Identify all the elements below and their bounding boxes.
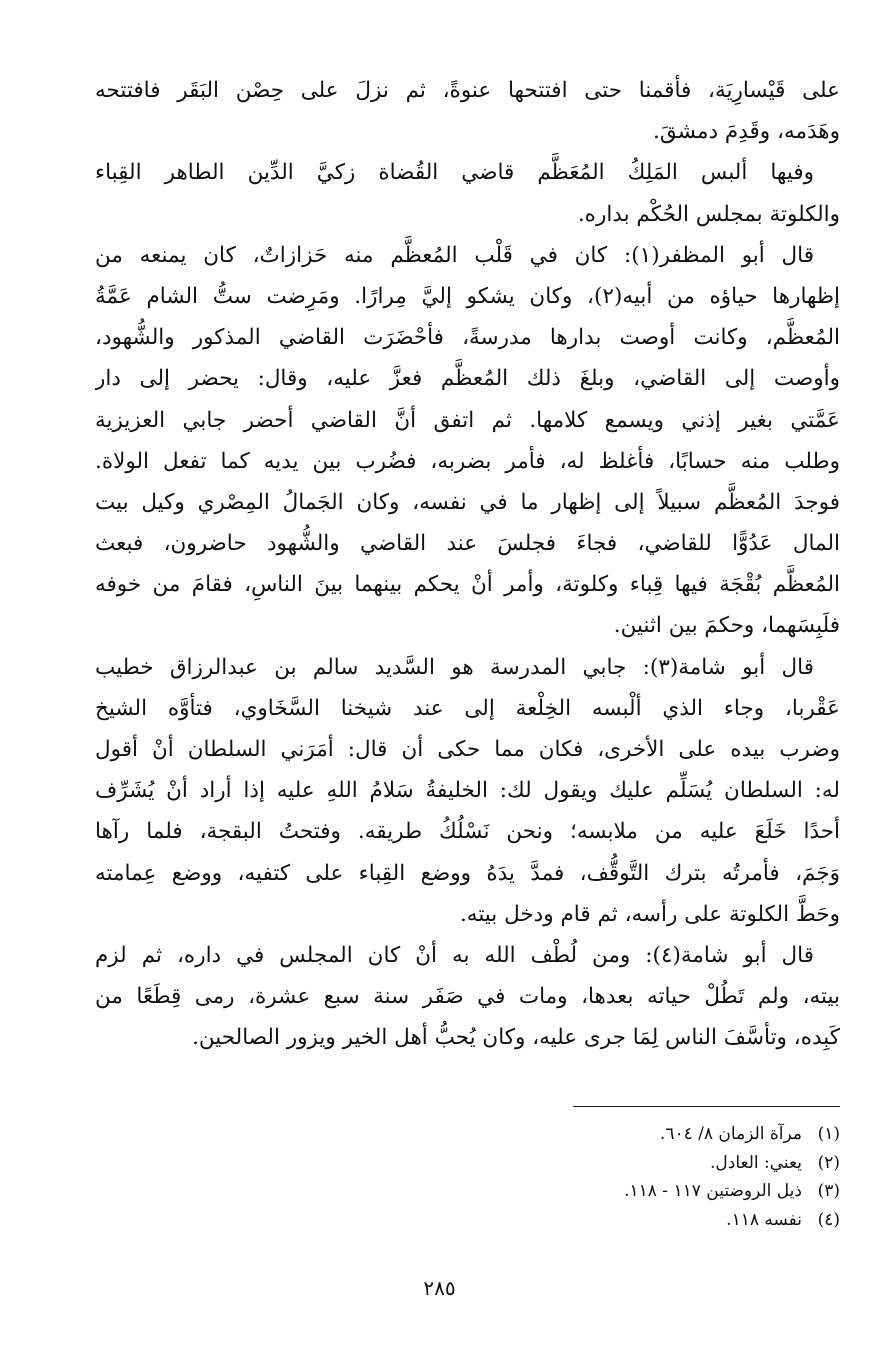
- text-line: المُعظَّم بُقْجَة فيها قِباء وكلوتة، وأمر أنْ يحكم بينهما بينَ الناسِ، فقامَ من خوفه: [95, 572, 840, 598]
- footnote-number: (٢): [817, 1152, 840, 1173]
- text-line: فوجدَ المُعظَّم سبيلاً إلى إظهار ما في نفسه، وكان الجَمالُ المِصْري وكيل بيت: [95, 489, 840, 515]
- text-line: وضرب بيده على الأخرى، فكان مما حكى أن قال: أمَرَني السلطان أنْ أقول: [95, 737, 840, 762]
- text-line: والكلوتة بمجلس الحُكْم بداره.: [577, 201, 840, 227]
- text-line: عَقْربا، وجاء الذي ألْبسه الخِلْعة إلى عند شيخنا السَّخَاوي، فتأوَّه الشيخ: [95, 695, 840, 721]
- text-line: له: السلطان يُسَلِّم عليك ويقول لك: الخليفةُ سَلامُ اللهِ عليه إذا أراد أنْ يُشَرِّف: [95, 778, 840, 804]
- footnote: [340, 1177, 840, 1206]
- footnote-text: مرآة الزمان ٨/ ٦٠٤.: [659, 1124, 802, 1144]
- text-line: على قَيْسارِيَة، فأقمنا حتى افتتحها عنوةً، ثم نزلَ على حِصْن البَقَر فافتتحه: [95, 78, 840, 103]
- footnote-number: (١): [817, 1124, 840, 1144]
- text-line: أحدًا خَلَعَ عليه من ملابسه؛ ونحن نَسْلُكُ طريقه. وفتحتُ البقجة، فلما رآها: [95, 819, 840, 845]
- text-line: قال أبو المظفر(١): كان في قَلْب المُعظَّم منه حَزازاتٌ، كان يمنعه من: [95, 242, 814, 268]
- text-line: كَبِده، وتأسَّفَ الناس لِمَا جرى عليه، وكان يُحبُّ أهل الخير ويزور الصالحين.: [192, 1025, 840, 1051]
- footnote-number: (٣): [817, 1181, 840, 1201]
- text-line: وطلب منه حسابًا، فأغلظ له، فأمر بضربه، فضُرب بين يديه كما تفعل الولاة.: [95, 448, 840, 474]
- text-line: وأوصت إلى القاضي، وبلغَ ذلك المُعظَّم فعزَّ عليه، وقال: يحضر إلى دار: [95, 366, 840, 392]
- footnotes: [340, 1120, 840, 1234]
- footnote: [340, 1206, 840, 1235]
- footnote-text: نفسه ١١٨.: [726, 1209, 802, 1230]
- footnote-divider: [573, 1106, 840, 1107]
- text-line: المال عَدُوًّا للقاضي، فجاءَ فجلسَ عند القاضي والشُّهود حاضرون، فبعث: [95, 531, 840, 557]
- footnote-number: (٤): [817, 1209, 840, 1230]
- page-number: ٢٨٥: [423, 1276, 456, 1300]
- text-line: المُعظَّم، وكانت أوصت بدارها مدرسةً، فأحْضَرَت القاضي المذكور والشُّهود،: [95, 325, 840, 351]
- text-line: وَجَمَ، فأمرتُه بترك التَّوقُّف، فمدَّ يدَهُ ووضع القِباء على كتفيه، ووضع عِمامته: [95, 860, 840, 886]
- text-line: وفيها ألبس المَلِكُ المُعَظَّم قاضي القُضاة زكيَّ الدِّين الطاهر القِباء: [95, 160, 814, 186]
- text-line: عَمَّتي بغير إذني ويسمع كلامها. ثم اتفق أنَّ القاضي أحضر جابي العزيزية: [95, 407, 840, 433]
- text-line: قال أبو شامة(٣): جابي المدرسة هو السَّديد سالم بن عبدالرزاق خطيب: [95, 654, 814, 680]
- text-line: وهَدَمه، وقَدِمَ دمشقَ.: [653, 119, 840, 145]
- footnote: [340, 1149, 840, 1178]
- body-text: [95, 70, 840, 1059]
- text-line: إظهارها حياؤه من أبيه(٢)، وكان يشكو إليَّ مِرارًا. ومَرِضت ستُّ الشام عَمَّةُ: [95, 283, 840, 309]
- text-line: فلَبِسَهما، وحكمَ بين اثنين.: [613, 613, 840, 639]
- footnote: [340, 1120, 840, 1149]
- text-line: وحَطَّ الكلوتة على رأسه، ثم قام ودخل بيته.: [459, 901, 840, 927]
- footnote-text: ذيل الروضتين ١١٧ - ١١٨.: [624, 1181, 802, 1201]
- footnote-text: يعني: العادل.: [710, 1152, 802, 1173]
- text-line: بيته، ولم تَطُلْ حياته بعدها، ومات في صَفَر سنة سبع عشرة، رمى قِطَعًا من: [95, 984, 840, 1010]
- text-line: قال أبو شامة(٤): ومن لُطْف الله به أنْ كان المجلس في داره، ثم لزم: [95, 942, 814, 968]
